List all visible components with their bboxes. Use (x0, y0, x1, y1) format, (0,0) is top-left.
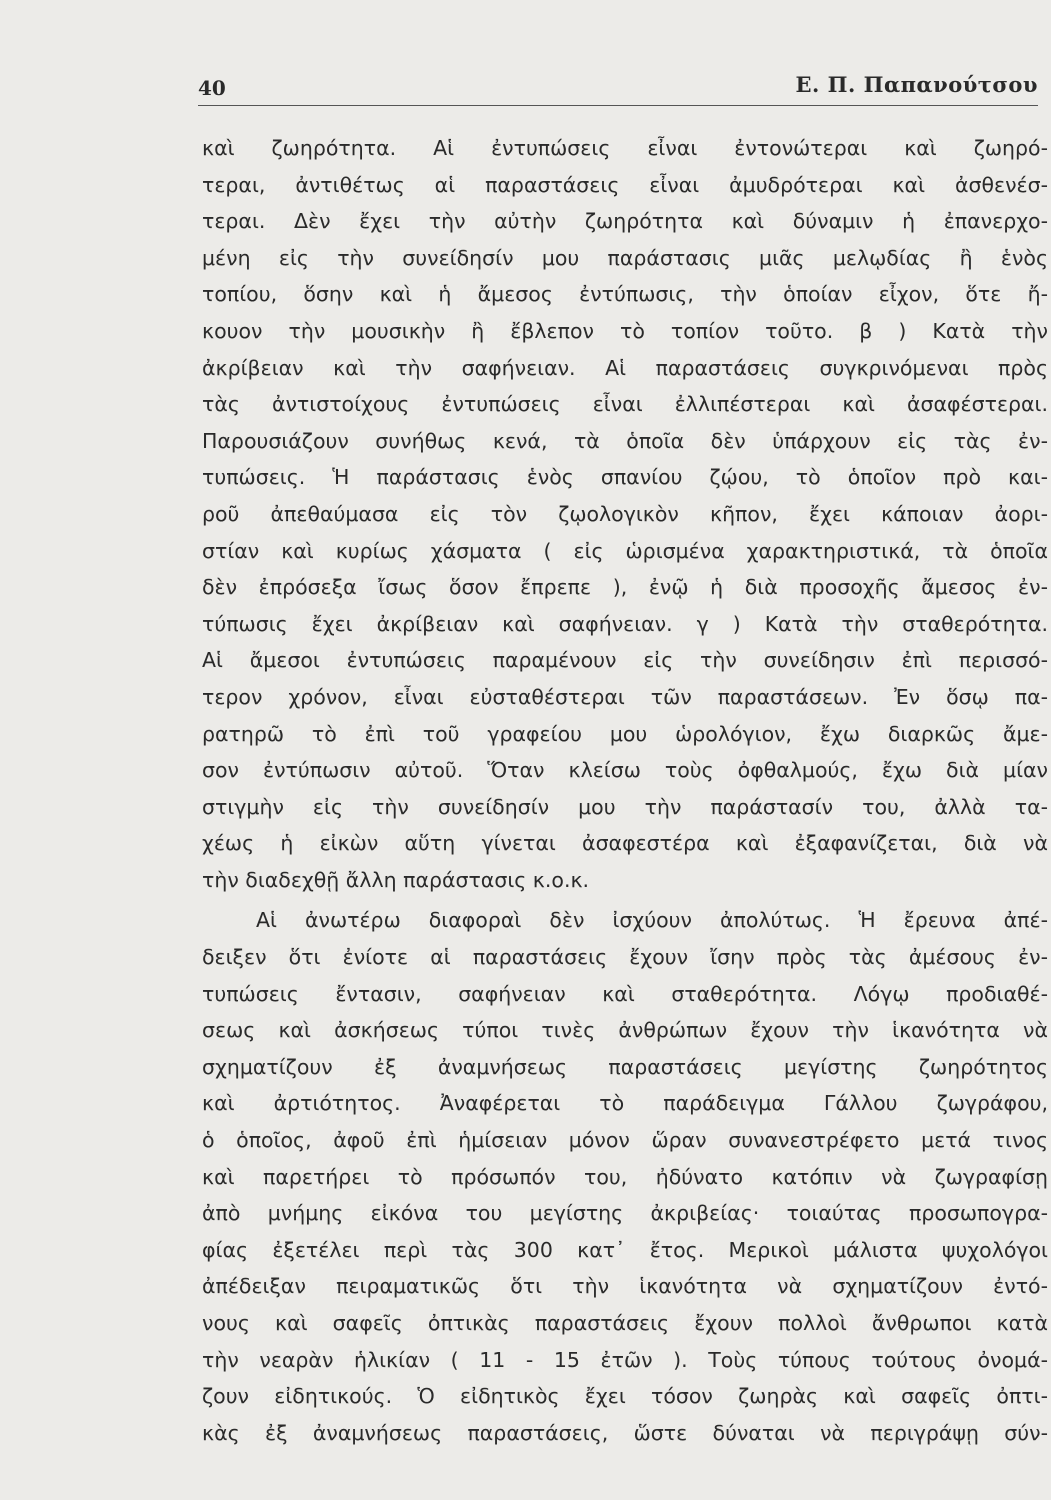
text-line: τὴν νεαρὰν ἡλικίαν ( 11 - 15 ἐτῶν ). Τοὺς τύπους τούτους ὀνομά- (202, 1347, 1048, 1372)
text-line: φίας ἐξετέλει περὶ τὰς 300 κατ᾽ ἔτος. Μερικοὶ μάλιστα ψυχολόγοι (202, 1237, 1048, 1262)
text-line: Αἱ ἀνωτέρω διαφοραὶ δὲν ἰσχύουν ἀπολύτως. Ἡ ἔρευνα ἀπέ- (256, 908, 1048, 933)
text-line: τύπωσις ἔχει ἀκρίβειαν καὶ σαφήνειαν. γ ) Κατὰ τὴν σταθερότητα. (202, 611, 1048, 636)
paragraph (202, 902, 1048, 1451)
text-line: καὶ ζωηρότητα. Αἱ ἐντυπώσεις εἶναι ἐντονώτεραι καὶ ζωηρό- (202, 136, 1048, 160)
text-line: τοπίου, ὅσην καὶ ἡ ἄμεσος ἐντύπωσις, τὴν ὁποίαν εἶχον, ὅτε ἤ- (202, 282, 1048, 307)
text-line: κὰς ἐξ ἀναμνήσεως παραστάσεις, ὥστε δύναται νὰ περιγράψῃ σύν- (202, 1420, 1048, 1445)
text-line: τεραι, ἀντιθέτως αἱ παραστάσεις εἶναι ἀμυδρότεραι καὶ ἀσθενέσ- (202, 172, 1048, 197)
text-line: τὴν διαδεχθῇ ἄλλη παράστασις κ.ο.κ. (202, 867, 590, 892)
text-line: νους καὶ σαφεῖς ὀπτικὰς παραστάσεις ἔχουν πολλοὶ ἄνθρωποι κατὰ (202, 1311, 1048, 1335)
text-line: κουον τὴν μουσικὴν ἢ ἔβλεπον τὸ τοπίον τοῦτο. β ) Κατὰ τὴν (202, 318, 1048, 343)
header-rule (198, 105, 1038, 106)
running-head: Ε. Π. Παπανούτσου (795, 72, 1038, 97)
text-line: τυπώσεις. Ἡ παράστασις ἑνὸς σπανίου ζῴου, τὸ ὁποῖον πρὸ και- (202, 465, 1048, 490)
text-line: τὰς ἀντιστοίχους ἐντυπώσεις εἶναι ἐλλιπέστεραι καὶ ἀσαφέστεραι. (202, 392, 1048, 417)
text-line: ρατηρῶ τὸ ἐπὶ τοῦ γραφείου μου ὡρολόγιον, ἔχω διαρκῶς ἄμε- (202, 721, 1048, 746)
text-line: ροῦ ἀπεθαύμασα εἰς τὸν ζῳολογικὸν κῆπον, ἔχει κάποιαν ἀορι- (202, 501, 1048, 526)
text-line: σον ἐντύπωσιν αὐτοῦ. Ὅταν κλείσω τοὺς ὀφθαλμούς, ἔχω διὰ μίαν (202, 758, 1048, 783)
text-line: χέως ἡ εἰκὼν αὕτη γίνεται ἀσαφεστέρα καὶ ἐξαφανίζεται, διὰ νὰ (202, 831, 1048, 856)
text-line: τερον χρόνον, εἶναι εὐσταθέστεραι τῶν παραστάσεων. Ἐν ὅσῳ πα- (202, 684, 1048, 709)
body-text (202, 130, 1048, 1451)
text-line: τεραι. Δὲν ἔχει τὴν αὐτὴν ζωηρότητα καὶ δύναμιν ἡ ἐπανερχο- (202, 209, 1048, 234)
text-line: στιγμὴν εἰς τὴν συνείδησίν μου τὴν παράστασίν του, ἀλλὰ τα- (202, 794, 1048, 819)
text-line: ἀκρίβειαν καὶ τὴν σαφήνειαν. Αἱ παραστάσεις συγκρινόμεναι πρὸς (202, 355, 1048, 380)
text-line: δὲν ἐπρόσεξα ἴσως ὅσον ἔπρεπε ), ἐνῷ ἡ διὰ προσοχῆς ἄμεσος ἐν- (202, 575, 1048, 600)
text-line: ὁ ὁποῖος, ἀφοῦ ἐπὶ ἡμίσειαν μόνον ὥραν συνανεστρέφετο μετά τινος (202, 1128, 1048, 1153)
text-line: στίαν καὶ κυρίως χάσματα ( εἰς ὡρισμένα χαρακτηριστικά, τὰ ὁποῖα (202, 538, 1048, 563)
paragraph (202, 130, 1048, 898)
page-header (198, 70, 1038, 104)
text-line: ἀπὸ μνήμης εἰκόνα του μεγίστης ἀκριβείας· τοιαύτας προσωπογρα- (202, 1201, 1048, 1226)
text-line: μένη εἰς τὴν συνείδησίν μου παράστασις μιᾶς μελῳδίας ἢ ἑνὸς (202, 245, 1048, 270)
text-line: σχηματίζουν ἐξ ἀναμνήσεως παραστάσεις μεγίστης ζωηρότητος (202, 1054, 1048, 1079)
text-line: Αἱ ἄμεσοι ἐντυπώσεις παραμένουν εἰς τὴν συνείδησιν ἐπὶ περισσό- (202, 648, 1048, 673)
page-number: 40 (198, 76, 226, 100)
text-line: Παρουσιάζουν συνήθως κενά, τὰ ὁποῖα δὲν ὑπάρχουν εἰς τὰς ἐν- (202, 428, 1048, 453)
text-line: καὶ παρετήρει τὸ πρόσωπόν του, ἠδύνατο κατόπιν νὰ ζωγραφίσῃ (202, 1164, 1048, 1189)
text-line: ζουν εἰδητικούς. Ὁ εἰδητικὸς ἔχει τόσον ζωηρὰς καὶ σαφεῖς ὀπτι- (202, 1384, 1048, 1409)
text-line: τυπώσεις ἔντασιν, σαφήνειαν καὶ σταθερότητα. Λόγῳ προδιαθέ- (202, 981, 1048, 1006)
text-line: καὶ ἀρτιότητος. Ἀναφέρεται τὸ παράδειγμα Γάλλου ζωγράφου, (202, 1091, 1048, 1116)
text-line: ἀπέδειξαν πειραματικῶς ὅτι τὴν ἱκανότητα νὰ σχηματίζουν ἐντό- (202, 1274, 1048, 1299)
text-line: δειξεν ὅτι ἐνίοτε αἱ παραστάσεις ἔχουν ἴσην πρὸς τὰς ἀμέσους ἐν- (202, 945, 1048, 970)
text-line: σεως καὶ ἀσκήσεως τύποι τινὲς ἀνθρώπων ἔχουν τὴν ἱκανότητα νὰ (202, 1018, 1048, 1043)
